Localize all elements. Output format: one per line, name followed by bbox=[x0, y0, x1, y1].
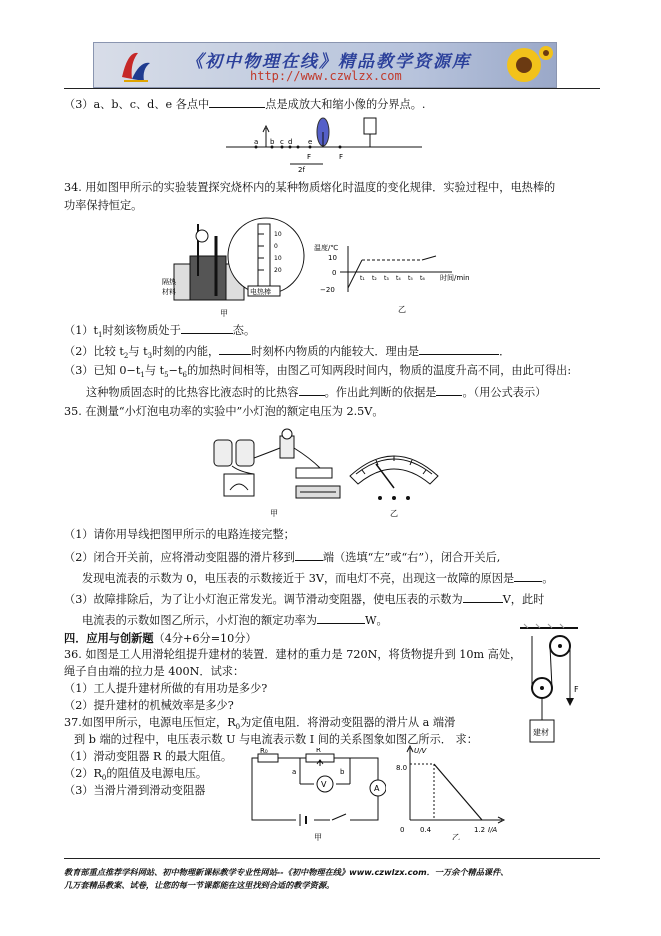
answer-blank[interactable] bbox=[463, 591, 503, 603]
insulation-label-1: 隔热 bbox=[162, 278, 176, 286]
fig-jia-label: 甲 bbox=[270, 509, 278, 518]
graph-xlabel: I/A bbox=[488, 826, 498, 834]
thermo-tick-minus10: 10 bbox=[274, 255, 282, 262]
graph-t1: t₁ bbox=[360, 275, 365, 282]
q37-stem-1: 37.如图甲所示，电源电压恒定，$R_0$为定值电阻．将滑动变阻器的滑片从 a 端滑 bbox=[64, 716, 456, 732]
q35-part2: （2）闭合开关前，应将滑动变阻器的滑片移到 端（选填“左”或“右”），闭合开关后, bbox=[64, 551, 501, 564]
graph-y-tick-8: 8.0 bbox=[396, 764, 408, 772]
answer-blank[interactable] bbox=[299, 384, 325, 396]
twof-label: 2f bbox=[298, 166, 305, 174]
slider-a-label: a bbox=[292, 768, 297, 776]
graph-ylabel: 温度/℃ bbox=[314, 244, 339, 252]
r-label: R bbox=[316, 748, 321, 754]
graph-ylabel: U/V bbox=[414, 747, 427, 755]
footer-line-2: 几万套精品教案、试卷，让您的每一节课都能在这里找到合适的教学资源。 bbox=[64, 880, 335, 890]
pulley-system-figure bbox=[516, 622, 586, 752]
q37-part1: （1）滑动变阻器 R 的最大阻值。 bbox=[64, 750, 233, 763]
header-banner bbox=[93, 42, 557, 88]
q34-part1: $(1)t_1$时刻该物质处于 态。 bbox=[64, 324, 256, 340]
circuit-photo-figure bbox=[200, 428, 350, 520]
ammeter-label: A bbox=[374, 784, 380, 793]
answer-blank[interactable] bbox=[317, 612, 365, 624]
answer-blank[interactable] bbox=[295, 549, 323, 561]
answer-blank[interactable] bbox=[219, 343, 251, 355]
voltmeter-label: V bbox=[321, 780, 327, 789]
insulation-label-2: 材料 bbox=[162, 288, 176, 296]
q34-stem-2: 功率保持恒定。 bbox=[64, 199, 143, 212]
slider-b-label: b bbox=[340, 768, 345, 776]
q35-part3: （3）故障排除后，为了让小灯泡正常发光。调节滑动变阻器，使电压表的示数为 V，此时 bbox=[64, 593, 545, 606]
focus-left-label: F bbox=[307, 153, 312, 161]
q36-stem-2: 绳子自由端的拉力是 400N．试求： bbox=[64, 665, 245, 678]
q37-part2: $(2)R_0$的阻值及电源电压。 bbox=[64, 767, 208, 783]
graph-x-tick-12: 1.2 bbox=[474, 826, 486, 834]
answer-blank[interactable] bbox=[436, 384, 462, 396]
answer-blank[interactable] bbox=[419, 343, 499, 355]
fig-jia-label: 甲 bbox=[220, 309, 228, 318]
q36-stem-1: 36. 如图是工人用滑轮组提升建材的装置．建材的重力是 720N，将货物提升到 10m 高处， bbox=[64, 648, 522, 661]
q34-part3: （3）已知 $0-t_1$与 $t_5-t_6$的加热时间相等，由图乙可知两段时间内，物质的温度升高不同，由此可得出: bbox=[64, 364, 572, 380]
answer-blank[interactable] bbox=[514, 570, 542, 582]
banner-title: 《初中物理在线》精品教学资源库 bbox=[186, 52, 471, 72]
point-c-label: c bbox=[280, 138, 284, 146]
graph-t2: t₂ bbox=[372, 275, 377, 282]
thermo-tick-0: 0 bbox=[274, 243, 278, 250]
graph-t6: t₆ bbox=[420, 275, 425, 282]
temperature-time-graph bbox=[312, 240, 484, 316]
footer-line-1: 教育部重点推荐学科网站、初中物理新课标教学专业性网站--《初中物理在线》www.czwlzx.com．一万余个精品课件、 bbox=[64, 867, 509, 877]
melting-apparatus-figure bbox=[160, 216, 310, 320]
q37-circuit-diagram bbox=[246, 748, 386, 844]
section4-heading: 四．应用与创新题（4分+6分=10分） bbox=[64, 631, 257, 645]
graph-y-10: 10 bbox=[328, 254, 337, 262]
load-label: 建材 bbox=[533, 728, 549, 737]
footer-rule bbox=[64, 858, 600, 859]
heater-label: 电热棒 bbox=[250, 288, 271, 296]
q33-part3: （3）a、b、c、d、e 各点中 点是成放大和缩小像的分界点。. bbox=[64, 98, 426, 111]
force-F-label: F bbox=[574, 685, 579, 694]
fig-yi-label: 乙 bbox=[452, 833, 460, 840]
point-b-label: b bbox=[270, 138, 275, 146]
ammeter-dial-figure bbox=[346, 444, 442, 520]
q36-part1: （1）工人提升建材所做的有用功是多少? bbox=[64, 682, 268, 695]
answer-blank[interactable] bbox=[209, 96, 265, 108]
header-rule bbox=[64, 88, 600, 89]
r0-label: R₀ bbox=[260, 748, 268, 755]
graph-xlabel: 时间/min bbox=[440, 274, 470, 282]
q37-ui-graph bbox=[394, 744, 506, 840]
fig-yi-label: 乙 bbox=[390, 509, 398, 518]
q35-part1: （1）请你用导线把图甲所示的电路连接完整； bbox=[64, 528, 295, 541]
graph-y-minus20: −20 bbox=[320, 286, 335, 294]
graph-y-0: 0 bbox=[332, 269, 337, 277]
q35-stem: 35. 在测量“小灯泡电功率的实验中”小灯泡的额定电压为 2.5V。 bbox=[64, 405, 384, 418]
q34-part3-cont: 这种物质固态时的比热容比液态时的比热容 。作出此判断的依据是 。（用公式表示） bbox=[86, 386, 547, 399]
series-line bbox=[434, 764, 482, 820]
fig-yi-label: 乙 bbox=[398, 305, 406, 314]
answer-blank[interactable] bbox=[181, 322, 233, 334]
q35-part3-cont: 电流表的示数如图乙所示，小灯泡的额定功率为 W。 bbox=[82, 614, 388, 627]
sunflower-icon bbox=[494, 43, 556, 87]
point-d-label: d bbox=[288, 138, 293, 146]
fig-jia-label: 甲 bbox=[314, 833, 322, 842]
q35-part2-cont: 发现电流表的示数为 0，电压表的示数接近于 3V，而电灯不亮，出现这一故障的原因是 。 bbox=[82, 572, 554, 585]
graph-x-tick-04: 0.4 bbox=[420, 826, 432, 834]
thermo-tick-10: 10 bbox=[274, 231, 282, 238]
q34-stem-1: 34. 用如图甲所示的实验装置探究烧杯内的某种物质熔化时温度的变化规律．实验过程中，电热棒的 bbox=[64, 181, 556, 194]
q37-stem-2: 到 b 端的过程中，电压表示数 U 与电流表示数 I 间的关系图象如图乙所示． 求： bbox=[74, 733, 478, 746]
logo-icon bbox=[118, 47, 154, 83]
graph-x-tick-0: 0 bbox=[400, 826, 405, 834]
q37-part3: （3）当滑片滑到滑动变阻器 bbox=[64, 784, 206, 797]
graph-t5: t₅ bbox=[408, 275, 413, 282]
graph-t4: t₄ bbox=[396, 275, 401, 282]
q36-part2: （2）提升建材的机械效率是多少? bbox=[64, 699, 234, 712]
point-a-label: a bbox=[254, 138, 259, 146]
banner-url[interactable]: http://www.czwlzx.com bbox=[250, 69, 402, 83]
focus-right-label: F bbox=[339, 153, 344, 161]
q34-part2: （2）比较 $t_2$与 $t_3$时刻的内能， 时刻杯内物质的内能较大．理由是 ． bbox=[64, 345, 511, 361]
lens-figure bbox=[222, 114, 426, 178]
point-e-label: e bbox=[308, 138, 313, 146]
graph-t3: t₃ bbox=[384, 275, 389, 282]
thermo-tick-minus20: 20 bbox=[274, 267, 282, 274]
